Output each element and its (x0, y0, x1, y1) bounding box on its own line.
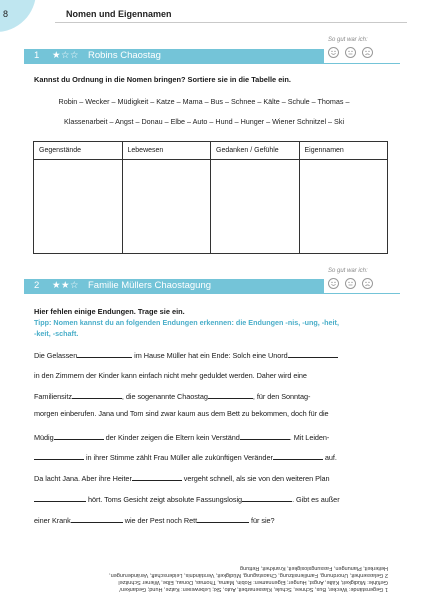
exercise-1-title: Robins Chaostag (88, 50, 161, 61)
column-header-gedanken-gefuehle: Gedanken / Gefühle (211, 142, 300, 160)
sad-face-icon[interactable] (362, 47, 373, 58)
cloze-line: Die Gelassen im Hause Müller hat ein Ende: Solch eine Unord (34, 350, 375, 360)
blank-field[interactable] (72, 391, 122, 399)
column-header-gegenstaende: Gegenstände (34, 142, 123, 160)
neutral-face-icon[interactable] (345, 278, 356, 289)
exercise-2-difficulty-stars: ★★☆ (52, 280, 80, 291)
exercise-2-instruction: Hier fehlen einige Endungen. Trage sie ein. (34, 307, 185, 316)
blank-field[interactable] (242, 494, 292, 502)
column-header-eigennamen: Eigennamen (299, 142, 388, 160)
cloze-line: Müdig der Kinder zeigen die Eltern kein Verständ . Mit Leiden- (34, 433, 330, 442)
exercise-1-number: 1 (34, 50, 40, 61)
exercise-2-title: Familie Müllers Chaostagung (88, 280, 212, 291)
cloze-line: Familiensitz , die sogenannte Chaostag , für den Sonntag- (34, 392, 311, 401)
blank-field[interactable] (273, 452, 323, 460)
word-list-line-1: Robin – Wecker – Müdigkeit – Katze – Mama – Bus – Schnee – Kälte – Schule – Thomas – (58, 97, 350, 106)
blank-field[interactable] (77, 350, 132, 358)
header-divider (55, 22, 407, 23)
neutral-face-icon[interactable] (345, 47, 356, 58)
exercise-2-header (24, 279, 324, 293)
cloze-line: in den Zimmern der Kinder kann einfach nicht mehr geduldet werden. Daher wird eine (34, 371, 307, 380)
answer-key-line: Heiterkeit, Planungen, Fassungslosigkeit, Krankheit, Rettung (240, 565, 388, 571)
cloze-line: in ihrer Stimme zählt Frau Müller alle zukünftigen Veränder auf. (34, 452, 375, 462)
tip-line-2: -keit, -schaft. (34, 329, 79, 338)
table-answer-row (34, 160, 388, 254)
exercise-1-instruction: Kannst du Ordnung in die Nomen bringen? Sortiere sie in die Tabelle ein. (34, 75, 291, 84)
answer-key-line: Gefühle: Müdigkeit, Kälte, Angst, Hunger; Eigennamen: Robin, Mama, Thomas, Donau, Elbe, Wiener Schnitzel (118, 579, 388, 585)
answer-key (36, 558, 388, 592)
answer-key-line: 2 Gelassenheit, Unordnung, Familiensitzung, Chaostagung, Müdigkeit, Verständnis, Leidenschaft, Veränderungen, (109, 572, 388, 578)
exercise-2-rule (24, 293, 400, 294)
exercise-2-number: 2 (34, 280, 40, 291)
answer-cell-eigennamen[interactable] (299, 160, 388, 254)
answer-cell-lebewesen[interactable] (122, 160, 211, 254)
blank-field[interactable] (132, 473, 182, 481)
happy-face-icon[interactable] (328, 278, 339, 289)
blank-field[interactable] (197, 515, 249, 523)
blank-field[interactable] (240, 432, 290, 440)
cloze-line: Da lacht Jana. Aber ihre Heiter vergeht schnell, als sie von den weiteren Plan (34, 474, 330, 483)
blank-field[interactable] (288, 350, 338, 358)
sorting-table (33, 141, 388, 254)
exercise-1-rule (24, 63, 400, 64)
blank-field[interactable] (71, 515, 123, 523)
answer-cell-gegenstaende[interactable] (34, 160, 123, 254)
answer-cell-gedanken-gefuehle[interactable] (211, 160, 300, 254)
blank-field[interactable] (34, 452, 84, 460)
blank-field[interactable] (54, 432, 104, 440)
sad-face-icon[interactable] (362, 278, 373, 289)
column-header-lebewesen: Lebewesen (122, 142, 211, 160)
chapter-title: Nomen und Eigennamen (66, 9, 172, 19)
answer-key-line: 1 Gegenstände: Wecker, Bus, Schnee, Schule, Klassenarbeit, Auto, Ski; Lebewesen: Katze, Hund; Gedanken/ (119, 586, 388, 592)
cloze-line: hört. Toms Gesicht zeigt absolute Fassungslosig . Gibt es außer (34, 494, 375, 504)
happy-face-icon[interactable] (328, 47, 339, 58)
cloze-line: morgen einberufen. Jana und Tom sind zwar kaum aus dem Bett zu bekommen, doch für die (34, 409, 329, 418)
cloze-line: einer Krank wie der Pest noch Rett für sie? (34, 516, 275, 525)
word-list-line-2: Klassenarbeit – Angst – Donau – Elbe – Auto – Hund – Hunger – Wiener Schnitzel – Ski (63, 117, 345, 126)
table-header-row (34, 142, 388, 160)
page-number: 8 (3, 9, 9, 19)
exercise-2-rating-label: So gut war ich: (328, 268, 368, 274)
exercise-1-header (24, 49, 324, 63)
exercise-1-difficulty-stars: ★☆☆ (52, 50, 80, 61)
blank-field[interactable] (34, 494, 86, 502)
tip-line-1: Tipp: Nomen kannst du an folgenden Endungen erkennen: die Endungen -nis, -ung, -heit, (34, 318, 339, 327)
exercise-1-rating-label: So gut war ich: (328, 37, 368, 43)
blank-field[interactable] (208, 391, 253, 399)
